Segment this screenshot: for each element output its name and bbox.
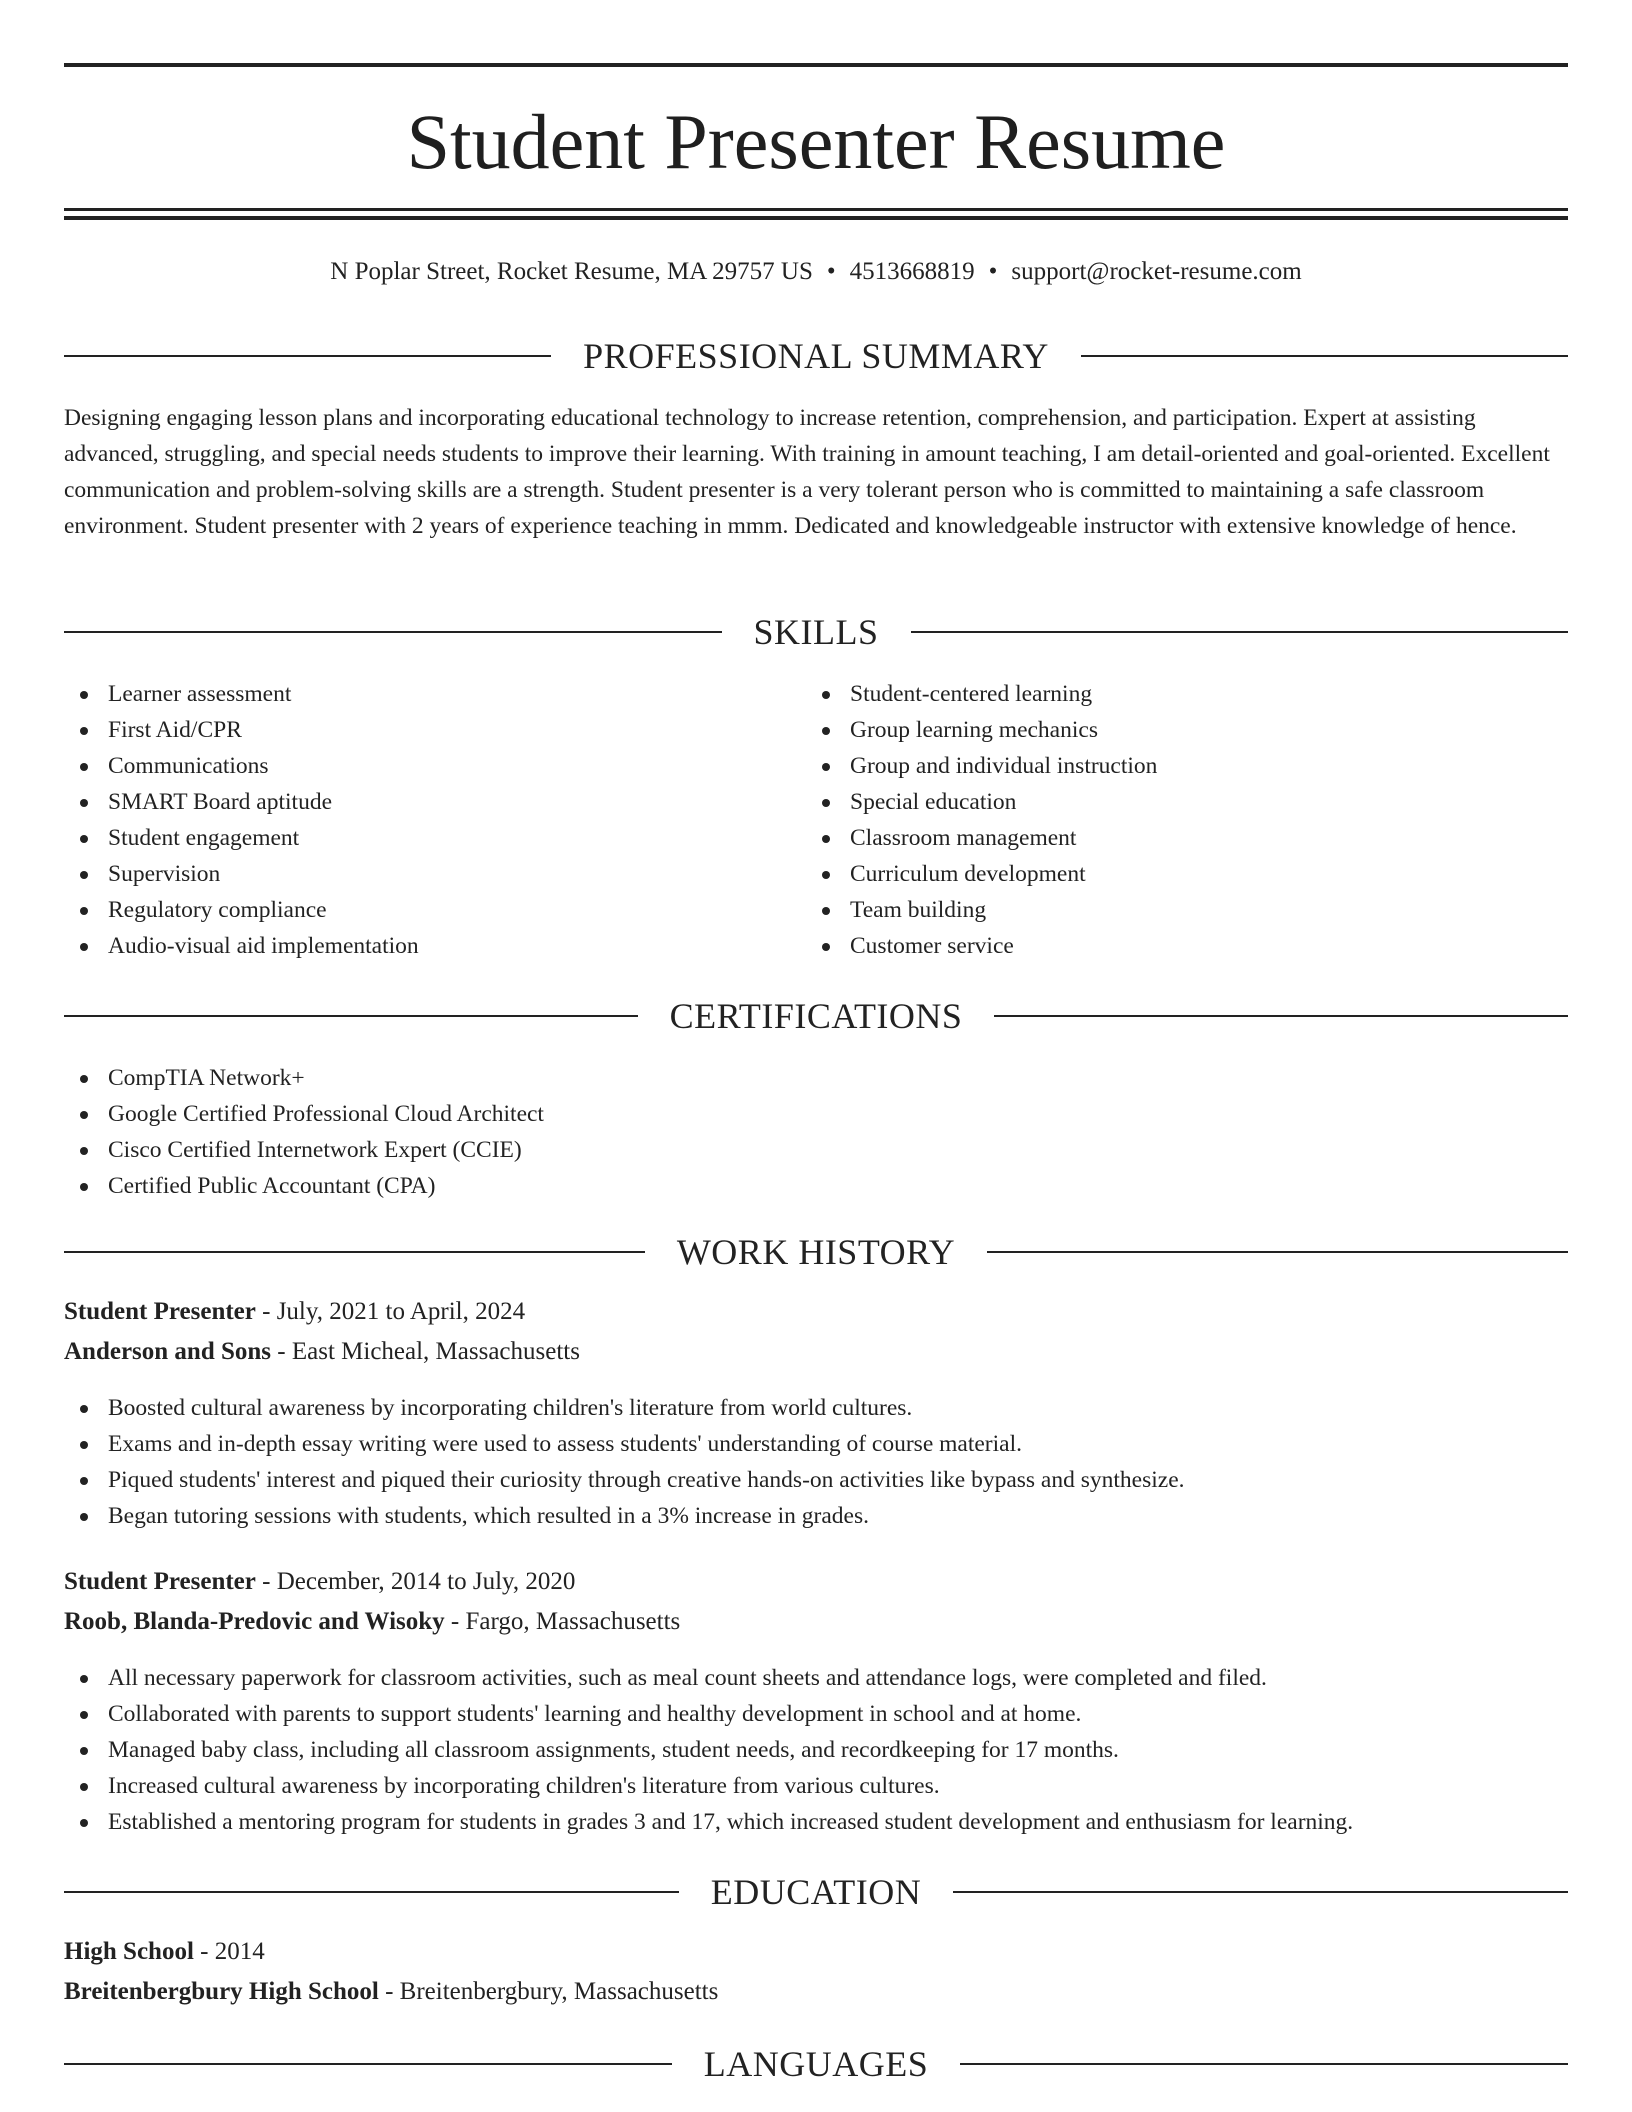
job-company-line xyxy=(64,1334,1568,1370)
job-bullet: All necessary paperwork for classroom activities, such as meal count sheets and attendance logs, were completed and filed. xyxy=(64,1660,1353,1696)
job-bullet: Managed baby class, including all classroom assignments, student needs, and recordkeeping for 17 months. xyxy=(64,1732,1353,1768)
skill-item: Audio-visual aid implementation xyxy=(64,928,804,964)
job-bullet: Collaborated with parents to support students' learning and healthy development in school and at home. xyxy=(64,1696,1353,1732)
contact-line xyxy=(64,254,1568,290)
job-bullet: Boosted cultural awareness by incorporating children's literature from world cultures. xyxy=(64,1390,1185,1426)
job-location: - East Micheal, Massachusetts xyxy=(271,1338,580,1365)
job-dates: - July, 2021 to April, 2024 xyxy=(255,1298,526,1325)
education-location: - Breitenbergbury, Massachusetts xyxy=(378,1978,719,2005)
summary-text: Designing engaging lesson plans and incorporating educational technology to increase retention, comprehension, and participation. Expert at assisting advanced, struggling, and special needs students to improve their learning. With training in amount teaching, I am detail-oriented and goal-oriented. Excellent communication and problem-solving skills are a strength. Student presenter is a very tolerant person who is committed to maintaining a safe classroom environment. Student presenter with 2 years of experience teaching in mmm. Dedicated and knowledgeable instructor with extensive knowledge of hence. xyxy=(64,405,1550,539)
education-year: - 2014 xyxy=(193,1938,265,1965)
skill-item: Student-centered learning xyxy=(806,676,1546,712)
education-degree-line xyxy=(64,1934,1568,1970)
contact-address: N Poplar Street, Rocket Resume, MA 29757 US xyxy=(330,258,813,285)
top-rule xyxy=(64,63,1568,67)
heading-rule-left xyxy=(64,1251,645,1253)
job-company: Anderson and Sons xyxy=(64,1338,272,1365)
heading-rule-right xyxy=(911,631,1569,633)
skill-item: First Aid/CPR xyxy=(64,712,804,748)
heading-rule-left xyxy=(64,2063,672,2065)
section-title-certifications: CERTIFICATIONS xyxy=(669,996,963,1036)
skills-list-right xyxy=(806,676,1546,964)
section-heading-work-history xyxy=(64,1230,1568,1274)
skill-item: Curriculum development xyxy=(806,856,1546,892)
job-bullet: Began tutoring sessions with students, which resulted in a 3% increase in grades. xyxy=(64,1498,1185,1534)
heading-rule-left xyxy=(64,355,551,357)
job-title-line xyxy=(64,1294,1568,1330)
skills-list-left xyxy=(64,676,804,964)
skill-item: Customer service xyxy=(806,928,1546,964)
education-school: Breitenbergbury High School xyxy=(64,1978,379,2005)
section-title-languages: LANGUAGES xyxy=(703,2044,929,2084)
job-title: Student Presenter xyxy=(64,1568,256,1595)
skill-item: Student engagement xyxy=(64,820,804,856)
certification-item: Google Certified Professional Cloud Architect xyxy=(64,1096,1568,1132)
certification-item: Cisco Certified Internetwork Expert (CCIE) xyxy=(64,1132,1568,1168)
section-heading-skills xyxy=(64,610,1568,654)
education-school-line xyxy=(64,1974,1568,2010)
section-title-education: EDUCATION xyxy=(710,1872,922,1912)
section-title-work-history: WORK HISTORY xyxy=(676,1232,956,1272)
job-company-line xyxy=(64,1604,1568,1640)
title-double-rule xyxy=(64,208,1568,220)
job-bullet: Established a mentoring program for students in grades 3 and 17, which increased student development and enthusiasm for learning. xyxy=(64,1804,1353,1840)
heading-rule-left xyxy=(64,1015,638,1017)
contact-email: support@rocket-resume.com xyxy=(1011,258,1302,285)
heading-rule-right xyxy=(953,1891,1568,1893)
job-bullets xyxy=(64,1660,1353,1840)
heading-rule-left xyxy=(64,1891,679,1893)
skill-item: SMART Board aptitude xyxy=(64,784,804,820)
heading-rule-right xyxy=(960,2063,1568,2065)
skill-item: Classroom management xyxy=(806,820,1546,856)
job-bullet: Exams and in-depth essay writing were used to assess students' understanding of course material. xyxy=(64,1426,1185,1462)
skill-item: Regulatory compliance xyxy=(64,892,804,928)
skill-item: Learner assessment xyxy=(64,676,804,712)
heading-rule-right xyxy=(994,1015,1568,1017)
contact-separator: • xyxy=(988,258,998,285)
section-title-skills: SKILLS xyxy=(753,612,879,652)
skill-item: Special education xyxy=(806,784,1546,820)
resume-title: Student Presenter Resume xyxy=(406,98,1226,185)
section-heading-languages xyxy=(64,2042,1568,2086)
certification-item: CompTIA Network+ xyxy=(64,1060,1568,1096)
job-title: Student Presenter xyxy=(64,1298,256,1325)
section-heading-summary xyxy=(64,334,1568,378)
contact-phone: 4513668819 xyxy=(849,258,975,285)
section-title-summary: PROFESSIONAL SUMMARY xyxy=(583,336,1049,376)
heading-rule-right xyxy=(987,1251,1568,1253)
job-dates: - December, 2014 to July, 2020 xyxy=(255,1568,576,1595)
certifications-list xyxy=(64,1060,1568,1204)
job-company: Roob, Blanda-Predovic and Wisoky xyxy=(64,1608,445,1635)
job-location: - Fargo, Massachusetts xyxy=(444,1608,681,1635)
job-bullets xyxy=(64,1390,1185,1534)
skill-item: Team building xyxy=(806,892,1546,928)
job-bullet: Increased cultural awareness by incorporating children's literature from various cultures. xyxy=(64,1768,1353,1804)
skill-item: Group and individual instruction xyxy=(806,748,1546,784)
contact-separator: • xyxy=(826,258,836,285)
section-heading-education xyxy=(64,1870,1568,1914)
heading-rule-left xyxy=(64,631,722,633)
section-heading-certifications xyxy=(64,994,1568,1038)
education-degree: High School xyxy=(64,1938,194,1965)
job-title-line xyxy=(64,1564,1568,1600)
job-bullet: Piqued students' interest and piqued their curiosity through creative hands-on activities like bypass and synthesize. xyxy=(64,1462,1185,1498)
skill-item: Supervision xyxy=(64,856,804,892)
skill-item: Communications xyxy=(64,748,804,784)
certification-item: Certified Public Accountant (CPA) xyxy=(64,1168,1568,1204)
heading-rule-right xyxy=(1081,355,1568,357)
skill-item: Group learning mechanics xyxy=(806,712,1546,748)
